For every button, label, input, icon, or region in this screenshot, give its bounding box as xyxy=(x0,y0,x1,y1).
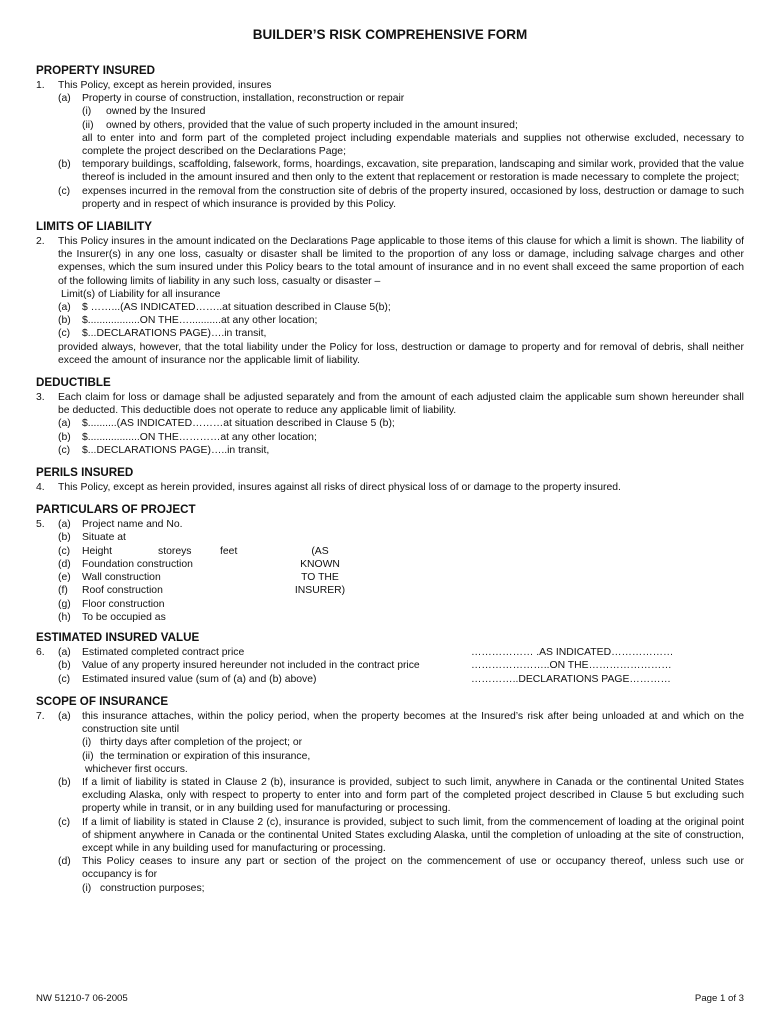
document-title: BUILDER’S RISK COMPREHENSIVE FORM xyxy=(252,27,528,42)
insurer-note-line: (AS xyxy=(311,545,329,557)
item-label: (b) xyxy=(58,660,71,672)
item-a xyxy=(36,92,744,105)
clause-text: This Policy, except as herein provided, insures against all risks of direct physical loss of or damage to the property insured. xyxy=(58,482,621,494)
item-text: $...DECLARATIONS PAGE)….in transit, xyxy=(82,328,267,340)
item-c xyxy=(36,185,744,211)
section-property-insured xyxy=(36,64,744,211)
whichever-text: whichever first occurs. xyxy=(85,763,188,775)
item-ii xyxy=(36,119,744,132)
clause-number: 1. xyxy=(36,80,45,91)
item-label: (c) xyxy=(58,545,71,557)
list-item xyxy=(58,584,193,597)
item-value: ……………… .AS INDICATED……………… xyxy=(471,647,674,659)
section-scope-of-insurance xyxy=(36,695,744,895)
item-text: Roof construction xyxy=(82,585,163,597)
clause-number: 5. xyxy=(36,519,45,531)
item-text: $...DECLARATIONS PAGE)…..in transit, xyxy=(82,444,270,456)
particulars-grid xyxy=(58,518,744,622)
clause-6 xyxy=(36,646,744,686)
section-heading: PARTICULARS OF PROJECT xyxy=(36,503,196,517)
item-label: (c) xyxy=(58,816,71,828)
item-text: thirty days after completion of the project; or xyxy=(100,737,303,749)
section-deductible xyxy=(36,376,744,457)
feet-label: feet xyxy=(220,545,238,557)
estimated-rows xyxy=(58,646,744,686)
section-perils-insured xyxy=(36,466,744,494)
item-text: Floor construction xyxy=(82,598,165,610)
item-ii xyxy=(36,750,744,763)
page-number: Page 1 of 3 xyxy=(694,993,744,1004)
clause-number: 6. xyxy=(36,647,45,659)
item-text: Wall construction xyxy=(82,572,161,584)
list-item xyxy=(58,571,193,584)
item-label: (f) xyxy=(58,585,68,597)
item-text: owned by the Insured xyxy=(106,106,206,118)
clause-7 xyxy=(36,710,744,736)
item-label: (ii) xyxy=(82,750,94,762)
item-label: (a) xyxy=(58,710,71,722)
clause-number: 7. xyxy=(36,710,45,722)
item-value: …………………..ON THE…………………… xyxy=(471,660,672,672)
item-label: (i) xyxy=(82,737,92,749)
particulars-list xyxy=(58,518,193,624)
list-item xyxy=(58,558,193,571)
section-particulars-of-project xyxy=(36,503,744,622)
item-label: (d) xyxy=(58,856,71,868)
item-label: (a) xyxy=(58,519,71,531)
section-heading: PROPERTY INSURED xyxy=(36,64,155,77)
section-heading: SCOPE OF INSURANCE xyxy=(36,694,169,708)
insurer-note-line: KNOWN xyxy=(300,558,340,570)
item-label: (b) xyxy=(58,532,71,544)
clause-number: 4. xyxy=(36,482,45,494)
item-text: the termination or expiration of this insurance, xyxy=(100,750,311,762)
item-text: Foundation construction xyxy=(82,558,193,570)
item-text: temporary buildings, scaffolding, falsework, forms, hoardings, excavation, site preparation, landscaping and similar work, provided that the value thereof is included in the amount insured and then only to the extent that replacement or restoration is made necessary to complete the project; xyxy=(82,159,744,184)
form-number: NW 51210-7 06-2005 xyxy=(36,993,128,1004)
section-heading: DEDUCTIBLE xyxy=(36,376,111,390)
item-a xyxy=(36,301,744,314)
item-text: To be occupied as xyxy=(82,611,166,623)
item-label: (ii) xyxy=(82,119,94,131)
section-estimated-insured-value xyxy=(36,631,744,686)
item-text: This Policy ceases to insure any part or section of the project on the commencement of use or occupancy thereof, unless such use or occupancy is for xyxy=(82,856,744,881)
item-text: owned by others, provided that the value of such property included in the amount insured; xyxy=(106,119,518,131)
item-label: (c) xyxy=(58,328,71,340)
item-label: (c) xyxy=(58,185,71,197)
item-c xyxy=(36,327,744,340)
item-b xyxy=(36,314,744,327)
document-page xyxy=(36,26,744,904)
section-heading: LIMITS OF LIABILITY xyxy=(36,220,152,234)
item-d-i xyxy=(36,882,744,895)
item-label: (h) xyxy=(58,611,71,623)
item-text: expenses incurred in the removal from the construction site of debris of the property insured, occasioned by loss, destruction or damage to such property and in respect of which insurance is provided by this Policy. xyxy=(82,185,744,210)
section-heading: ESTIMATED INSURED VALUE xyxy=(36,631,200,645)
item-text: Project name and No. xyxy=(82,519,183,531)
item-label: (c) xyxy=(58,673,71,685)
item-i xyxy=(36,105,744,118)
list-item xyxy=(58,611,193,624)
item-label: (b) xyxy=(58,776,71,788)
item-b xyxy=(36,158,744,184)
item-label: (i) xyxy=(82,106,92,118)
item-label: (e) xyxy=(58,572,71,584)
item-text: Value of any property insured hereunder not included in the contract price xyxy=(82,660,420,672)
table-row xyxy=(58,646,744,659)
item-label: (b) xyxy=(58,315,71,327)
item-text: If a limit of liability is stated in Clause 2 (c), insurance is provided, subject to such limit, from the commencement of loading at the original point of shipment anywhere in Canada or the continental United States excluding Alaska, until the completion of unloading at the site of construction, except while in any building used for manufacturing or processing. xyxy=(82,816,744,854)
item-label: (a) xyxy=(58,93,71,105)
item-text: $..................ON THE…...........at any other location; xyxy=(82,315,318,327)
clause-text: This Policy insures in the amount indicated on the Declarations Page applicable to those items of this clause for which a limit is shown. The liability of the Insurer(s) in any one loss, casualty or disaster shall be limited to the proportion of any loss or damage, including salvage charges and other expenses, which the sum insured under this Policy bears to the total amount of insurance and in no event shall exceed the same proportion of each of the following limits of liability in any such loss, casualty or disaster – xyxy=(58,236,744,287)
clause-1 xyxy=(36,79,744,92)
item-label: (b) xyxy=(58,431,71,443)
clause-3 xyxy=(36,391,744,417)
item-text: $ ……...(AS INDICATED……..at situation described in Clause 5(b); xyxy=(82,302,391,314)
item-b xyxy=(36,431,744,444)
item-text: $..........(AS INDICATED………at situation described in Clause 5 (b); xyxy=(82,418,395,430)
limits-label: Limit(s) of Liability for all insurance xyxy=(61,288,221,300)
item-label: (g) xyxy=(58,598,71,610)
item-text: Estimated insured value (sum of (a) and (b) above) xyxy=(82,673,317,685)
item-i xyxy=(36,736,744,749)
item-text: Estimated completed contract price xyxy=(82,647,245,659)
list-item xyxy=(58,531,193,544)
item-text: Situate at xyxy=(82,532,126,544)
item-d xyxy=(36,855,744,881)
list-item xyxy=(58,518,193,531)
item-text: Property in course of construction, installation, reconstruction or repair xyxy=(82,93,405,105)
clause-5 xyxy=(36,518,744,622)
item-label: (a) xyxy=(58,647,71,659)
item-text: construction purposes; xyxy=(100,882,205,894)
clause-text: Each claim for loss or damage shall be adjusted separately and from the amount of each adjusted claim the applicable sum shown hereunder shall be deducted. This deductible does not operate to reduce any applicable limit of liability. xyxy=(58,392,744,417)
insurer-note-line: INSURER) xyxy=(294,585,346,597)
section-heading: PERILS INSURED xyxy=(36,466,134,480)
table-row xyxy=(58,659,744,672)
item-label: (a) xyxy=(58,418,71,430)
item-text: this insurance attaches, within the policy period, when the property becomes at the Insured’s risk after being unloaded at and which on the construction site until xyxy=(82,710,744,736)
item-label: (a) xyxy=(58,302,71,314)
item-text: Height xyxy=(82,545,113,557)
storeys-label: storeys xyxy=(158,545,192,557)
proviso-text: provided always, however, that the total liability under the Policy for loss, destruction or damage to property and for removal of debris, shall neither exceed the amount of insurance nor the applicable limit of liability. xyxy=(58,341,744,366)
page-footer xyxy=(36,992,744,1005)
clause-text: This Policy, except as herein provided, insures xyxy=(58,80,272,91)
insurer-note-line: TO THE xyxy=(301,572,339,584)
item-c xyxy=(36,816,744,856)
clause-number: 3. xyxy=(36,392,45,404)
item-c xyxy=(36,444,744,457)
table-row xyxy=(58,673,744,686)
item-a xyxy=(36,417,744,430)
item-label: (b) xyxy=(58,159,71,171)
item-text: all to enter into and form part of the completed project including expendable materials and supplies not otherwise excluded, necessary to complete the project described on the Declarations Page; xyxy=(82,132,744,158)
list-item xyxy=(58,598,193,611)
clause-4 xyxy=(36,481,744,494)
insurer-note xyxy=(278,545,362,598)
clause-number: 2. xyxy=(36,236,45,248)
clause-2 xyxy=(36,235,744,288)
item-label: (d) xyxy=(58,558,71,570)
item-value: …………..DECLARATIONS PAGE………… xyxy=(471,673,671,685)
section-limits-of-liability xyxy=(36,220,744,367)
item-text: $..................ON THE…………at any other location; xyxy=(82,431,317,443)
item-b xyxy=(36,776,744,816)
item-text: If a limit of liability is stated in Clause 2 (b), insurance is provided, subject to such limit, anywhere in Canada or the continental United States excluding Alaska, only with respect to property to enter into and form part of the completed project described in Clause 5 but excluding such property while in transit, or in any building used for manufacturing or processing. xyxy=(82,776,744,815)
item-label: (c) xyxy=(58,444,71,456)
item-label: (i) xyxy=(82,882,92,894)
